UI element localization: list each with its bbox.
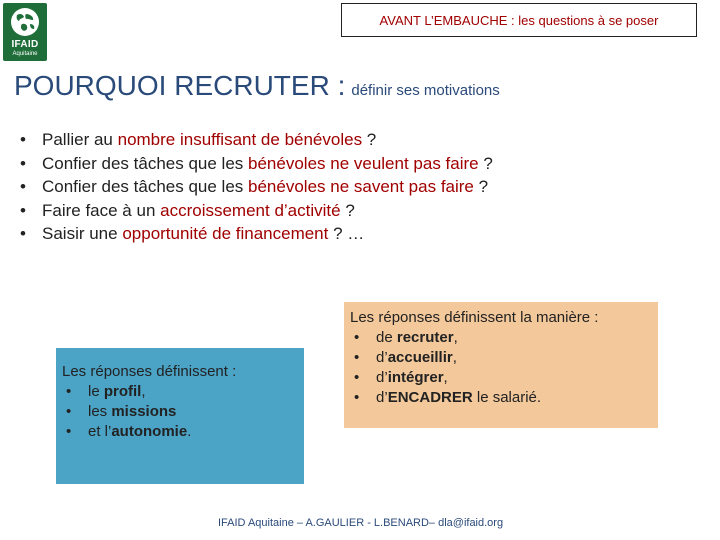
ifaid-logo xyxy=(3,3,47,61)
header-box xyxy=(341,3,697,37)
list-item: • Confier des tâches que les bénévoles ne savent pas faire ? xyxy=(20,175,493,199)
highlight-text: accroissement d’activité xyxy=(160,200,341,220)
page-title-sub: définir ses motivations xyxy=(351,82,500,99)
list-item: • et l’autonomie. xyxy=(62,422,298,442)
list-item: • Saisir une opportunité de financement ? … xyxy=(20,222,493,246)
list-item: • de recruter, xyxy=(350,328,652,348)
list-item: • Faire face à un accroissement d’activité ? xyxy=(20,199,493,223)
profile-box-list xyxy=(62,382,298,442)
highlight-text: bénévoles ne savent pas faire xyxy=(248,177,474,196)
list-item: • d’accueillir, xyxy=(350,348,652,368)
list-item: • d’ENCADRER le salarié. xyxy=(350,388,652,408)
header-text: AVANT L’EMBAUCHE : les questions à se poser xyxy=(379,12,659,28)
manner-box xyxy=(344,302,658,428)
logo-subtitle: Aquitaine xyxy=(12,51,38,57)
manner-box-intro: Les réponses définissent la manière : xyxy=(350,309,599,326)
motivation-list xyxy=(20,128,493,246)
footer-text: IFAID Aquitaine – A.GAULIER - L.BENARD– dla@ifaid.org xyxy=(218,517,504,529)
highlight-text: bénévoles ne veulent pas faire xyxy=(248,153,479,173)
page-title-main: POURQUOI RECRUTER : xyxy=(14,70,346,101)
highlight-text: opportunité de financement xyxy=(122,224,329,243)
list-item: • les missions xyxy=(62,402,298,422)
profile-box xyxy=(56,348,304,484)
manner-box-list xyxy=(350,328,652,408)
globe-icon xyxy=(9,6,41,38)
highlight-text: nombre insuffisant de bénévoles xyxy=(117,130,363,149)
page-title xyxy=(14,70,500,102)
logo-name: IFAID xyxy=(11,39,39,50)
list-item: • d’intégrer, xyxy=(350,368,652,388)
list-item: • Confier des tâches que les bénévoles ne veulent pas faire ? xyxy=(20,152,493,176)
list-item: • le profil, xyxy=(62,382,298,402)
list-item: • Pallier au nombre insuffisant de bénévoles ? xyxy=(20,128,493,152)
profile-box-intro: Les réponses définissent : xyxy=(62,363,237,380)
